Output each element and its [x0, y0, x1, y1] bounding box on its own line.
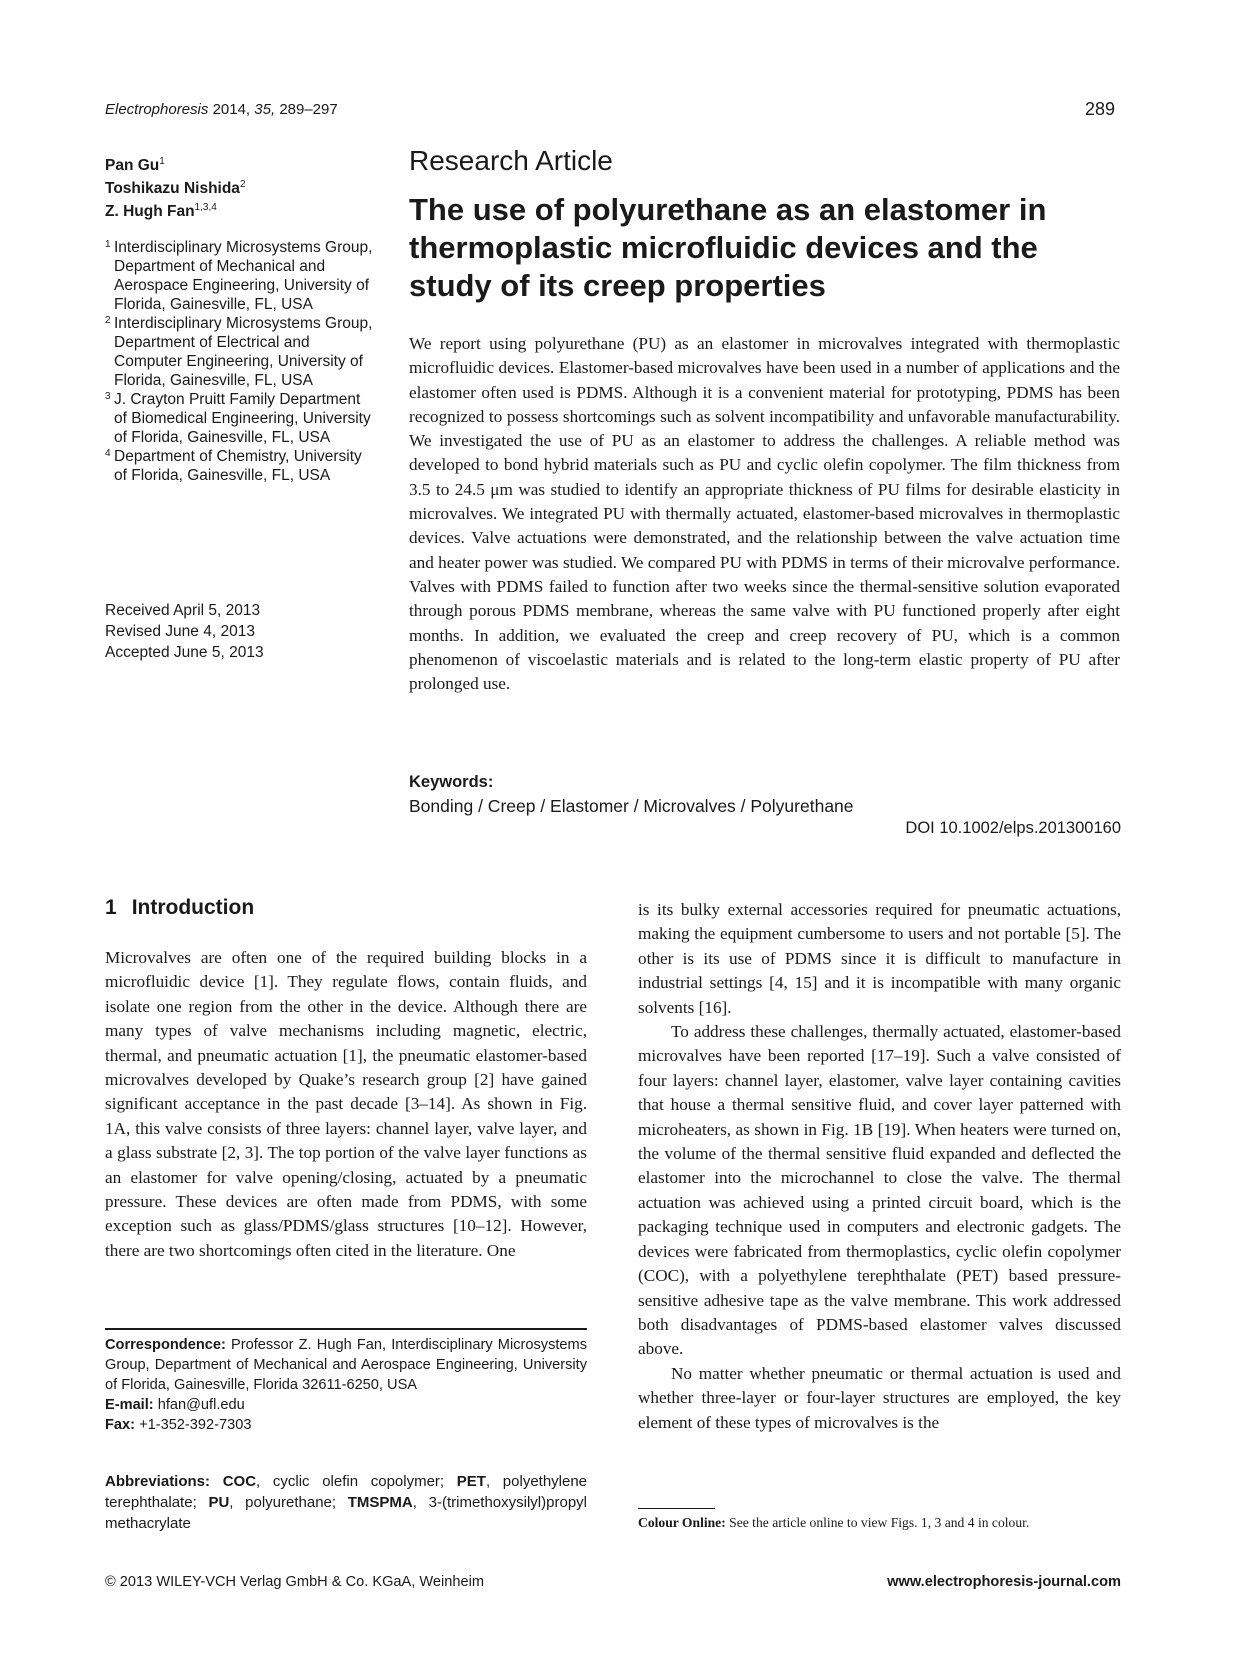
abbr-term: PET	[456, 1473, 486, 1490]
author-list	[105, 152, 246, 221]
article-title: The use of polyurethane as an elastomer in thermoplastic microfluidic devices and the study of its creep properties	[409, 192, 1047, 303]
author	[105, 175, 246, 198]
body-paragraph-left: Microvalves are often one of the required building blocks in a microfluidic device [1]. They regulate flows, contain fluids, and isolate one region from the other in the device. Although there are many types of valve mechanisms including magnetic, electric, thermal, and pneumatic actuation [1], the pneumatic elastomer-based microvalves developed by Quake’s research group [2] have gained significant acceptance in the past decade [3–14]. As shown in Fig. 1A, this valve consists of three layers: channel layer, valve layer, and a glass substrate [2, 3]. The top portion of the valve layer functions as an elastomer for valve opening/closing, actuated by a pneumatic pressure. These devices are often made from PDMS, with some exception such as glass/PDMS/glass structures [10–12]. However, there are two shortcomings often cited in the literature. One	[105, 948, 587, 1260]
body-paragraph: No matter whether pneumatic or thermal actuation is used and whether three-layer or four-layer structures are employed, the key element of these types of microvalves is the	[638, 1363, 1121, 1432]
affiliation	[105, 238, 373, 314]
keywords-list: Bonding / Creep / Elastomer / Microvalves / Polyurethane	[409, 796, 854, 816]
article-type: Research Article	[409, 145, 613, 176]
author	[105, 198, 246, 221]
affiliation-sup: 3	[105, 391, 111, 402]
correspondence-text: Professor Z. Hugh Fan, Interdisciplinary Microsystems Group, Department of Mechanical and Aerospace Engineering, University of Florida, Gainesville, Florida 32611-6250, USA	[105, 1337, 587, 1393]
abbr-term: COC	[222, 1473, 257, 1490]
author-sup: 1,3,4	[194, 202, 217, 214]
email-line	[105, 1395, 587, 1415]
affiliation-text: Department of Chemistry, University of Florida, Gainesville, FL, USA	[114, 448, 362, 484]
journal-pages: 289–297	[279, 101, 338, 118]
copyright-notice: © 2013 WILEY-VCH Verlag GmbH & Co. KGaA, Weinheim	[105, 1574, 484, 1590]
body-column-right	[638, 898, 1121, 1435]
affiliation	[105, 447, 373, 485]
abbr-definition: cyclic olefin copolymer;	[272, 1473, 445, 1490]
journal-volume: 35,	[254, 101, 276, 118]
email-address[interactable]: hfan@ufl.edu	[157, 1397, 245, 1413]
affiliation-text: J. Crayton Pruitt Family Department of Biomedical Engineering, University of Florida, Gainesville, FL, USA	[114, 391, 371, 446]
author-name: Pan Gu	[105, 157, 160, 175]
affiliation	[105, 314, 373, 390]
colour-online-label: Colour Online:	[638, 1515, 726, 1530]
affiliation-list	[105, 238, 373, 485]
affiliation-text: Interdisciplinary Microsystems Group, Department of Electrical and Computer Engineering, University of Florida, Gainesville, FL, USA	[114, 315, 373, 389]
received-date: Received April 5, 2013	[105, 602, 261, 619]
author-name: Z. Hugh Fan	[105, 203, 195, 221]
fax-line	[105, 1415, 587, 1435]
abbr-definition: 3-(trimethoxysilyl)propyl methacrylate	[105, 1494, 587, 1532]
footnote-divider	[638, 1508, 715, 1509]
section-title: Introduction	[131, 896, 255, 919]
author-sup: 2	[239, 179, 246, 191]
email-label: E-mail:	[105, 1397, 154, 1413]
abstract: We report using polyurethane (PU) as an elastomer in microvalves integrated with thermoplastic microfluidic devices. Elastomer-based microvalves have been used in a number of applications and the elastomer often used is PDMS. Although it is a convenient material for prototyping, PDMS has been recognized to possess shortcomings such as solvent incompatibility and unfavorable manufacturability. We investigated the use of PU as an elastomer to address the challenges. A reliable method was developed to bond hybrid materials such as PU and cyclic olefin copolymer. The film thickness from 3.5 to 24.5 μm was studied to identify an appropriate thickness of PU films for desirable elasticity in microvalves. We integrated PU with thermally actuated, elastomer-based microvalves in thermoplastic devices. Valve actuations were demonstrated, and the relationship between the valve actuation time and heater power was studied. We compared PU with PDMS in terms of their microvalve performance. Valves with PDMS failed to function after two weeks since the thermal-sensitive solution evaporated through porous PDMS membrane, whereas the same valve with PU functioned properly after eight months. In addition, we evaluated the creep and creep recovery of PU, which is a common phenomenon of viscoelastic materials and is related to the long-term elastic property of PU after prolonged use.	[409, 334, 1120, 694]
journal-name: Electrophoresis	[105, 101, 209, 118]
doi[interactable]: DOI 10.1002/elps.201300160	[905, 819, 1121, 837]
abbr-definition: polyurethane;	[245, 1494, 337, 1511]
journal-website-link[interactable]: www.electrophoresis-journal.com	[887, 1574, 1121, 1590]
abbr-term: PU	[208, 1494, 230, 1511]
affiliation-sup: 4	[105, 448, 111, 459]
abbreviations-label: Abbreviations:	[105, 1473, 211, 1490]
page-number: 289	[1084, 99, 1115, 119]
journal-year: 2014,	[212, 101, 251, 118]
fax-label: Fax:	[105, 1417, 136, 1433]
affiliation-text: Interdisciplinary Microsystems Group, Department of Mechanical and Aerospace Engineering, University of Florida, Gainesville, FL, USA	[114, 239, 373, 313]
correspondence-note	[105, 1335, 587, 1435]
correspondence-label: Correspondence:	[105, 1337, 226, 1353]
running-head	[105, 101, 338, 118]
affiliation-sup: 1	[105, 239, 111, 250]
section-heading	[105, 896, 254, 920]
keywords-label: Keywords:	[409, 773, 494, 791]
abbr-term: TMSPMA	[347, 1494, 413, 1511]
author-name: Toshikazu Nishida	[105, 180, 240, 198]
article-history	[105, 600, 264, 663]
affiliation	[105, 390, 373, 447]
body-paragraph: is its bulky external accessories required for pneumatic actuations, making the equipment cumbersome to users and not portable [5]. The other is its use of PDMS since it is difficult to manufacture in industrial settings [4, 15] and it is incompatible with many organic solvents [16].	[638, 900, 1121, 1017]
author-sup: 1	[159, 156, 165, 167]
revised-date: Revised June 4, 2013	[105, 623, 255, 640]
abbr-definition: polyethylene terephthalate;	[105, 1473, 588, 1511]
affiliation-sup: 2	[105, 315, 111, 326]
author	[105, 152, 246, 175]
body-paragraph: To address these challenges, thermally actuated, elastomer-based microvalves have been reported [17–19]. Such a valve consisted of four layers: channel layer, elastomer, valve layer containing cavities that house a thermal sensitive fluid, and cover layer patterned with microheaters, as shown in Fig. 1B [19]. When heaters were turned on, the volume of the thermal sensitive fluid expanded and deflected the elastomer into the microchannel to close the valve. The thermal actuation was achieved using a printed circuit board, which is the packaging technique used in computers and electronic gadgets. The devices were fabricated from thermoplastics, cyclic olefin copolymer (COC), with a polyethylene terephthalate (PET) based pressure-sensitive adhesive tape as the valve membrane. This work addressed both disadvantages of PDMS-based elastomer valves discussed above.	[638, 1022, 1121, 1359]
abbreviations-note: Abbreviations: COC, cyclic olefin copolymer; PET, polyethylene terephthalate; PU, polyurethane; TMSPMA, 3-(trimethoxysilyl)propyl methacrylate	[105, 1473, 588, 1532]
correspondence-address	[105, 1335, 587, 1395]
fax-number: +1-352-392-7303	[139, 1417, 252, 1433]
footnote-divider	[105, 1328, 587, 1330]
section-number: 1	[105, 896, 117, 919]
colour-online-note	[638, 1515, 1029, 1531]
colour-online-text: See the article online to view Figs. 1, 3 and 4 in colour.	[729, 1515, 1030, 1530]
accepted-date: Accepted June 5, 2013	[105, 644, 264, 661]
